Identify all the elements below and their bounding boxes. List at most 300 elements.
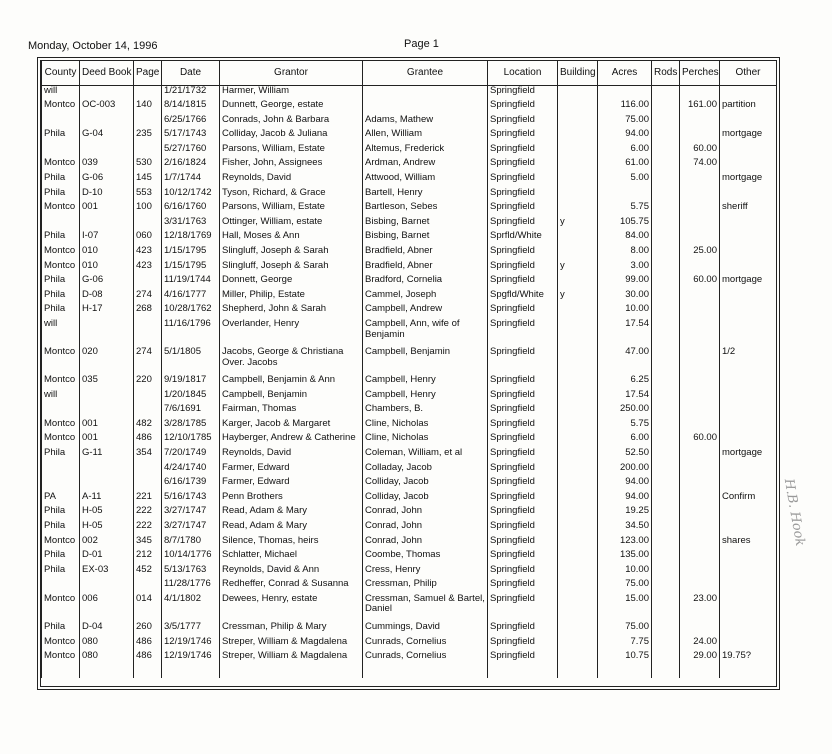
column-header: Rods: [652, 61, 680, 86]
page-cell: 221: [134, 492, 162, 507]
table-row: [42, 419, 777, 434]
building-cell: [558, 463, 598, 478]
table-row: [42, 319, 777, 347]
table-row: [42, 231, 777, 246]
perches-cell: 60.00: [680, 144, 720, 159]
table-row: [42, 275, 777, 290]
grantor-cell: Reynolds, David & Ann: [220, 565, 363, 580]
grantee-cell: [363, 100, 488, 115]
rods-cell: [652, 622, 680, 637]
date-cell: 10/12/1742: [162, 188, 220, 203]
building-cell: [558, 433, 598, 448]
location-cell: Springfield: [488, 129, 558, 144]
building-cell: [558, 188, 598, 203]
page-cell: 345: [134, 536, 162, 551]
acres-cell: 8.00: [598, 246, 652, 261]
acres-cell: 17.54: [598, 390, 652, 405]
grantor-cell: Tyson, Richard, & Grace: [220, 188, 363, 203]
table-row: [42, 550, 777, 565]
perches-cell: [680, 565, 720, 580]
grantor-cell: Ottinger, William, estate: [220, 217, 363, 232]
table-row: [42, 521, 777, 536]
grantee-cell: Cline, Nicholas: [363, 419, 488, 434]
grantor-cell: Cressman, Philip & Mary: [220, 622, 363, 637]
grantor-cell: Reynolds, David: [220, 173, 363, 188]
table-row: [42, 375, 777, 390]
building-cell: [558, 521, 598, 536]
date-cell: 9/19/1817: [162, 375, 220, 390]
county-cell: Montco: [42, 246, 80, 261]
date-cell: 5/16/1743: [162, 492, 220, 507]
page-number: Page 1: [404, 38, 439, 50]
perches-cell: 60.00: [680, 433, 720, 448]
location-cell: Springfield: [488, 158, 558, 173]
book-cell: D-08: [80, 290, 134, 305]
table-row: [42, 536, 777, 551]
building-cell: [558, 637, 598, 652]
acres-cell: [598, 86, 652, 101]
date-cell: 1/15/1795: [162, 261, 220, 276]
perches-cell: [680, 115, 720, 130]
other-cell: [720, 622, 777, 637]
book-cell: D-01: [80, 550, 134, 565]
building-cell: [558, 404, 598, 419]
grantee-cell: Campbell, Benjamin: [363, 347, 488, 375]
table-body: [42, 86, 777, 678]
grantor-cell: Read, Adam & Mary: [220, 521, 363, 536]
book-cell: 002: [80, 536, 134, 551]
date-cell: 7/20/1749: [162, 448, 220, 463]
page-cell: [134, 217, 162, 232]
date-cell: 3/27/1747: [162, 506, 220, 521]
column-header: Building: [558, 61, 598, 86]
building-cell: y: [558, 290, 598, 305]
grantee-cell: Cress, Henry: [363, 565, 488, 580]
handwritten-side-note: H.B. Hook: [780, 477, 808, 548]
other-cell: [720, 433, 777, 448]
location-cell: Springfield: [488, 115, 558, 130]
table-row: [42, 492, 777, 507]
county-cell: Montco: [42, 100, 80, 115]
grantor-cell: Read, Adam & Mary: [220, 506, 363, 521]
location-cell: Springfield: [488, 492, 558, 507]
county-cell: Phila: [42, 506, 80, 521]
county-cell: Montco: [42, 347, 80, 375]
table-row: [42, 448, 777, 463]
grantor-cell: Overlander, Henry: [220, 319, 363, 347]
location-cell: Springfield: [488, 347, 558, 375]
rods-cell: [652, 261, 680, 276]
other-cell: [720, 594, 777, 622]
perches-cell: [680, 319, 720, 347]
rods-cell: [652, 115, 680, 130]
date-cell: 1/15/1795: [162, 246, 220, 261]
table-row: [42, 144, 777, 159]
filler-cell: [558, 666, 598, 678]
rods-cell: [652, 521, 680, 536]
date-cell: 5/17/1743: [162, 129, 220, 144]
location-cell: Sprfld/White: [488, 231, 558, 246]
rods-cell: [652, 506, 680, 521]
perches-cell: [680, 86, 720, 101]
perches-cell: [680, 419, 720, 434]
filler-cell: [80, 666, 134, 678]
book-cell: [80, 144, 134, 159]
page-cell: 452: [134, 565, 162, 580]
grantor-cell: Campbell, Benjamin & Ann: [220, 375, 363, 390]
location-cell: Springfield: [488, 319, 558, 347]
table-row: [42, 86, 777, 101]
county-cell: [42, 144, 80, 159]
rods-cell: [652, 404, 680, 419]
grantee-cell: Bradfield, Abner: [363, 261, 488, 276]
perches-cell: [680, 550, 720, 565]
county-cell: Phila: [42, 304, 80, 319]
date-cell: 12/10/1785: [162, 433, 220, 448]
perches-cell: [680, 463, 720, 478]
county-cell: Phila: [42, 565, 80, 580]
grantor-cell: Redheffer, Conrad & Susanna: [220, 579, 363, 594]
rods-cell: [652, 290, 680, 305]
page-cell: 486: [134, 433, 162, 448]
book-cell: [80, 463, 134, 478]
building-cell: [558, 158, 598, 173]
perches-cell: 161.00: [680, 100, 720, 115]
county-cell: will: [42, 86, 80, 101]
other-cell: mortgage: [720, 173, 777, 188]
book-cell: [80, 477, 134, 492]
other-cell: [720, 565, 777, 580]
report-date: Monday, October 14, 1996: [28, 40, 158, 52]
other-cell: [720, 188, 777, 203]
grantee-cell: Adams, Mathew: [363, 115, 488, 130]
rods-cell: [652, 565, 680, 580]
location-cell: Springfield: [488, 565, 558, 580]
acres-cell: 123.00: [598, 536, 652, 551]
county-cell: Montco: [42, 536, 80, 551]
grantor-cell: Dewees, Henry, estate: [220, 594, 363, 622]
building-cell: [558, 319, 598, 347]
other-cell: [720, 115, 777, 130]
other-cell: [720, 86, 777, 101]
column-header: Page: [134, 61, 162, 86]
table-row: [42, 433, 777, 448]
page-cell: [134, 319, 162, 347]
building-cell: [558, 448, 598, 463]
building-cell: [558, 144, 598, 159]
other-cell: mortgage: [720, 129, 777, 144]
other-cell: [720, 375, 777, 390]
perches-cell: [680, 448, 720, 463]
location-cell: Springfield: [488, 637, 558, 652]
filler-cell: [652, 666, 680, 678]
table-row: [42, 188, 777, 203]
grantor-cell: Silence, Thomas, heirs: [220, 536, 363, 551]
location-cell: Springfield: [488, 202, 558, 217]
deed-table-frame: [40, 60, 777, 687]
rods-cell: [652, 390, 680, 405]
grantee-cell: Attwood, William: [363, 173, 488, 188]
grantor-cell: Donnett, George: [220, 275, 363, 290]
county-cell: Montco: [42, 202, 80, 217]
other-cell: [720, 506, 777, 521]
location-cell: Springfield: [488, 261, 558, 276]
page-cell: 486: [134, 637, 162, 652]
date-cell: 7/6/1691: [162, 404, 220, 419]
rods-cell: [652, 347, 680, 375]
other-cell: [720, 419, 777, 434]
county-cell: Phila: [42, 521, 80, 536]
county-cell: [42, 404, 80, 419]
location-cell: Springfield: [488, 86, 558, 101]
column-header: Acres: [598, 61, 652, 86]
book-cell: G-06: [80, 275, 134, 290]
other-cell: [720, 579, 777, 594]
table-row: [42, 579, 777, 594]
book-cell: 080: [80, 637, 134, 652]
other-cell: [720, 550, 777, 565]
page-cell: 235: [134, 129, 162, 144]
other-cell: [720, 144, 777, 159]
page-cell: 145: [134, 173, 162, 188]
book-cell: [80, 319, 134, 347]
other-cell: [720, 319, 777, 347]
page-cell: 268: [134, 304, 162, 319]
grantor-cell: Hall, Moses & Ann: [220, 231, 363, 246]
perches-cell: [680, 173, 720, 188]
other-cell: [720, 390, 777, 405]
rods-cell: [652, 448, 680, 463]
grantee-cell: Cline, Nicholas: [363, 433, 488, 448]
column-header: Perches: [680, 61, 720, 86]
grantee-cell: [363, 86, 488, 101]
perches-cell: [680, 506, 720, 521]
perches-cell: [680, 304, 720, 319]
other-cell: [720, 463, 777, 478]
page-cell: 354: [134, 448, 162, 463]
filler-cell: [363, 666, 488, 678]
grantee-cell: Campbell, Henry: [363, 390, 488, 405]
table-row: [42, 158, 777, 173]
rods-cell: [652, 231, 680, 246]
building-cell: [558, 115, 598, 130]
grantor-cell: Fisher, John, Assignees: [220, 158, 363, 173]
page-cell: [134, 275, 162, 290]
other-cell: [720, 246, 777, 261]
grantee-cell: Allen, William: [363, 129, 488, 144]
grantor-cell: Parsons, William, Estate: [220, 202, 363, 217]
location-cell: Springfield: [488, 404, 558, 419]
grantor-cell: Harmer, William: [220, 86, 363, 101]
acres-cell: 6.00: [598, 144, 652, 159]
grantee-cell: Colladay, Jacob: [363, 463, 488, 478]
table-row: [42, 463, 777, 478]
date-cell: 12/18/1769: [162, 231, 220, 246]
perches-cell: [680, 390, 720, 405]
county-cell: Phila: [42, 129, 80, 144]
date-cell: 6/16/1739: [162, 477, 220, 492]
location-cell: Springfield: [488, 246, 558, 261]
book-cell: [80, 115, 134, 130]
grantor-cell: Hayberger, Andrew & Catherine: [220, 433, 363, 448]
county-cell: [42, 115, 80, 130]
table-row: [42, 115, 777, 130]
perches-cell: [680, 231, 720, 246]
other-cell: [720, 231, 777, 246]
other-cell: [720, 404, 777, 419]
rods-cell: [652, 129, 680, 144]
grantor-cell: Jacobs, George & Christiana Over. Jacobs: [220, 347, 363, 375]
acres-cell: 84.00: [598, 231, 652, 246]
building-cell: [558, 419, 598, 434]
grantee-cell: Altemus, Frederick: [363, 144, 488, 159]
table-row: [42, 129, 777, 144]
table-row: [42, 290, 777, 305]
date-cell: 8/7/1780: [162, 536, 220, 551]
building-cell: [558, 579, 598, 594]
other-cell: [720, 158, 777, 173]
book-cell: D-10: [80, 188, 134, 203]
grantee-cell: Cressman, Samuel & Bartel, Daniel: [363, 594, 488, 622]
rods-cell: [652, 637, 680, 652]
county-cell: Montco: [42, 637, 80, 652]
page-cell: 060: [134, 231, 162, 246]
perches-cell: [680, 579, 720, 594]
page-cell: 486: [134, 651, 162, 666]
date-cell: 11/19/1744: [162, 275, 220, 290]
book-cell: 001: [80, 419, 134, 434]
table-row: [42, 404, 777, 419]
book-cell: 080: [80, 651, 134, 666]
book-cell: 006: [80, 594, 134, 622]
county-cell: Phila: [42, 448, 80, 463]
grantor-cell: Slingluff, Joseph & Sarah: [220, 261, 363, 276]
page-cell: 222: [134, 506, 162, 521]
filler-cell: [134, 666, 162, 678]
book-cell: H-05: [80, 506, 134, 521]
other-cell: [720, 477, 777, 492]
rods-cell: [652, 202, 680, 217]
county-cell: Phila: [42, 231, 80, 246]
rods-cell: [652, 419, 680, 434]
table-row: [42, 622, 777, 637]
rods-cell: [652, 304, 680, 319]
location-cell: Springfield: [488, 622, 558, 637]
grantor-cell: Shepherd, John & Sarah: [220, 304, 363, 319]
acres-cell: 10.00: [598, 565, 652, 580]
acres-cell: 15.00: [598, 594, 652, 622]
book-cell: [80, 390, 134, 405]
location-cell: Springfield: [488, 521, 558, 536]
perches-cell: [680, 347, 720, 375]
grantee-cell: Bisbing, Barnet: [363, 231, 488, 246]
date-cell: 11/28/1776: [162, 579, 220, 594]
grantee-cell: Bradfield, Abner: [363, 246, 488, 261]
county-cell: Montco: [42, 261, 80, 276]
date-cell: 8/14/1815: [162, 100, 220, 115]
filler-cell: [598, 666, 652, 678]
grantee-cell: Colliday, Jacob: [363, 477, 488, 492]
location-cell: Springfield: [488, 433, 558, 448]
building-cell: [558, 506, 598, 521]
page-cell: [134, 390, 162, 405]
location-cell: Springfield: [488, 448, 558, 463]
date-cell: 6/25/1766: [162, 115, 220, 130]
page-cell: 140: [134, 100, 162, 115]
deed-table: [41, 61, 777, 678]
building-cell: [558, 246, 598, 261]
page-cell: 212: [134, 550, 162, 565]
table-row: [42, 594, 777, 622]
date-cell: 5/13/1763: [162, 565, 220, 580]
location-cell: Springfield: [488, 536, 558, 551]
date-cell: 10/14/1776: [162, 550, 220, 565]
date-cell: 1/20/1845: [162, 390, 220, 405]
acres-cell: [598, 188, 652, 203]
county-cell: Phila: [42, 290, 80, 305]
book-cell: 035: [80, 375, 134, 390]
rods-cell: [652, 217, 680, 232]
grantor-cell: Fairman, Thomas: [220, 404, 363, 419]
other-cell: 19.75?: [720, 651, 777, 666]
grantee-cell: Cunrads, Cornelius: [363, 651, 488, 666]
other-cell: shares: [720, 536, 777, 551]
perches-cell: [680, 290, 720, 305]
grantee-cell: Cummings, David: [363, 622, 488, 637]
page-cell: 274: [134, 347, 162, 375]
grantee-cell: Cammel, Joseph: [363, 290, 488, 305]
building-cell: [558, 477, 598, 492]
book-cell: G-06: [80, 173, 134, 188]
building-cell: [558, 129, 598, 144]
page-cell: 222: [134, 521, 162, 536]
county-cell: Montco: [42, 158, 80, 173]
county-cell: [42, 463, 80, 478]
rods-cell: [652, 158, 680, 173]
table-row: [42, 651, 777, 666]
acres-cell: 17.54: [598, 319, 652, 347]
acres-cell: 94.00: [598, 477, 652, 492]
grantee-cell: Cunrads, Cornelius: [363, 637, 488, 652]
perches-cell: 23.00: [680, 594, 720, 622]
table-row: [42, 202, 777, 217]
building-cell: y: [558, 217, 598, 232]
grantee-cell: Bradford, Cornelia: [363, 275, 488, 290]
building-cell: [558, 86, 598, 101]
building-cell: [558, 231, 598, 246]
other-cell: [720, 637, 777, 652]
date-cell: 10/28/1762: [162, 304, 220, 319]
grantor-cell: Slingluff, Joseph & Sarah: [220, 246, 363, 261]
county-cell: PA: [42, 492, 80, 507]
column-header: Deed Book: [80, 61, 134, 86]
column-header: Date: [162, 61, 220, 86]
book-cell: 039: [80, 158, 134, 173]
building-cell: [558, 304, 598, 319]
acres-cell: 75.00: [598, 579, 652, 594]
grantee-cell: Bisbing, Barnet: [363, 217, 488, 232]
table-row: [42, 347, 777, 375]
date-cell: 12/19/1746: [162, 637, 220, 652]
grantor-cell: Parsons, William, Estate: [220, 144, 363, 159]
perches-cell: [680, 202, 720, 217]
book-cell: 001: [80, 433, 134, 448]
rods-cell: [652, 579, 680, 594]
building-cell: [558, 202, 598, 217]
acres-cell: 99.00: [598, 275, 652, 290]
perches-cell: [680, 404, 720, 419]
table-row: [42, 100, 777, 115]
